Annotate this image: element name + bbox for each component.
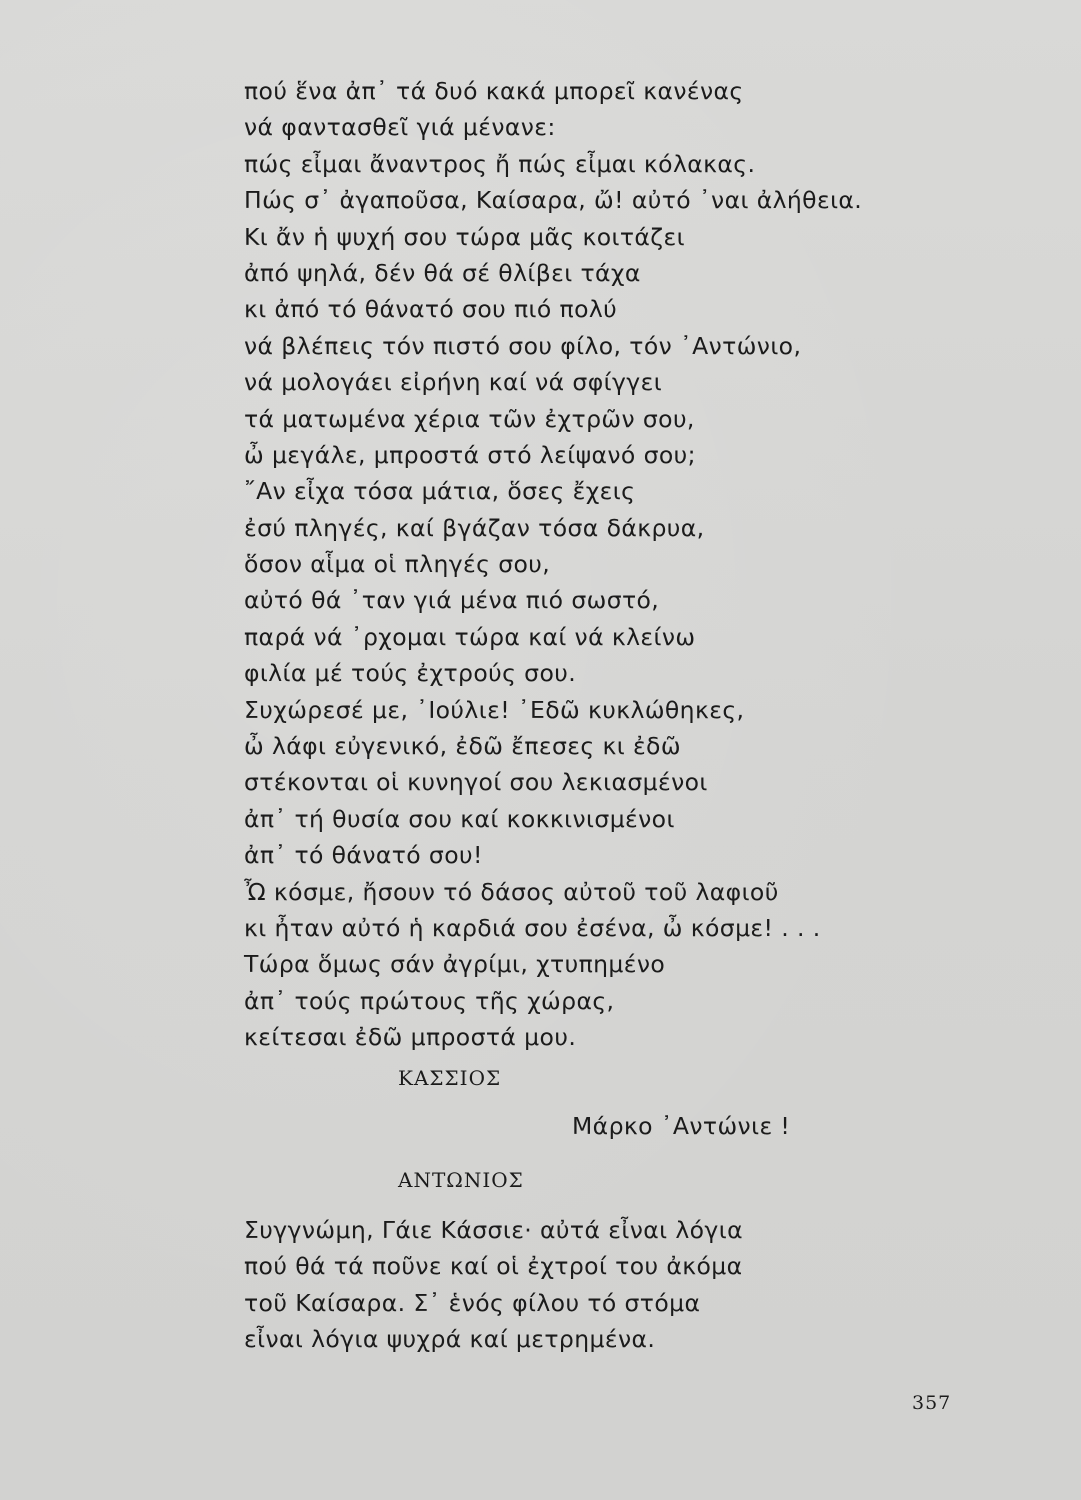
verse-line: τά ματωμένα χέρια τῶν ἐχτρῶν σου, <box>244 404 695 433</box>
verse-line: νά βλέπεις τόν πιστό σου φίλο, τόν ᾽Αντώνιο, <box>244 331 802 360</box>
verse-line: στέκονται οἱ κυνηγοί σου λεκιασμένοι <box>244 768 708 797</box>
verse-line: πώς εἶμαι ἄναντρος ἤ πώς εἶμαι κόλακας. <box>244 149 756 178</box>
verse-line: Ὦ κόσμε, ἤσουν τό δάσος αὐτοῦ τοῦ λαφιοῦ <box>244 877 779 906</box>
verse-line: νά μολογάει εἰρήνη καί νά σφίγγει <box>244 368 663 397</box>
verse-line: Πώς σ᾽ ἀγαποῦσα, Καίσαρα, ὤ! αὐτό ᾽ναι ἀλήθεια. <box>244 186 863 215</box>
verse-line: νά φαντασθεῖ γιά μένανε: <box>244 113 556 142</box>
verse-line: κι ἀπό τό θάνατό σου πιό πολύ <box>244 295 618 324</box>
verse-line: ἐσύ πληγές, καί βγάζαν τόσα δάκρυα, <box>244 513 705 542</box>
verse-line: πού θά τά ποῦνε καί οἱ ἐχτροί του ἀκόμα <box>244 1252 743 1281</box>
verse-line: αὐτό θά ᾽ταν γιά μένα πιό σωστό, <box>244 586 660 615</box>
verse-line: πού ἕνα ἀπ᾽ τά δυό κακά μπορεῖ κανένας <box>244 77 744 105</box>
verse-line: ὅσον αἷμα οἱ πληγές σου, <box>244 550 551 579</box>
verse-line: ῎Αν εἶχα τόσα μάτια, ὅσες ἔχεις <box>244 477 636 506</box>
antonius-speech <box>244 1212 743 1358</box>
poem-stanza <box>244 73 862 1056</box>
verse-line: ἀπ᾽ τό θάνατό σου! <box>244 841 483 870</box>
verse-line: εἶναι λόγια ψυχρά καί μετρημένα. <box>244 1325 656 1354</box>
verse-line: Συχώρεσέ με, ᾽Ιούλιε! ᾽Εδῶ κυκλώθηκες, <box>244 695 745 724</box>
verse-line: κείτεσαι ἐδῶ μπροστά μου. <box>244 1023 577 1052</box>
speaker-name-antonius: ΑΝΤΩΝΙΟΣ <box>398 1168 524 1192</box>
verse-line: ἀπ᾽ τή θυσία σου καί κοκκινισμένοι <box>244 804 675 833</box>
verse-line: Συγγνώμη, Γάιε Κάσσιε· αὐτά εἶναι λόγια <box>244 1216 743 1244</box>
verse-line: ἀπό ψηλά, δέν θά σέ θλίβει τάχα <box>244 258 641 287</box>
speaker-name-cassius: ΚΑΣΣΙΟΣ <box>398 1066 502 1090</box>
verse-line: τοῦ Καίσαρα. Σ᾽ ἑνός φίλου τό στόμα <box>244 1288 701 1317</box>
verse-line: Τώρα ὅμως σάν ἀγρίμι, χτυπημένο <box>244 950 666 979</box>
verse-line: Κι ἄν ἡ ψυχή σου τώρα μᾶς κοιτάζει <box>244 222 685 251</box>
verse-line: ὦ μεγάλε, μπροστά στό λείψανό σου; <box>244 440 696 469</box>
verse-line: ὦ λάφι εὐγενικό, ἐδῶ ἔπεσες κι ἐδῶ <box>244 732 681 761</box>
verse-line: ἀπ᾽ τούς πρώτους τῆς χώρας, <box>244 986 615 1015</box>
verse-line: παρά νά ᾽ρχομαι τώρα καί νά κλείνω <box>244 622 696 651</box>
cassius-line: Μάρκο ᾽Αντώνιε ! <box>572 1112 791 1140</box>
verse-line: κι ἦταν αὐτό ἡ καρδιά σου ἐσένα, ὦ κόσμε! . . . <box>244 913 821 942</box>
page-number: 357 <box>912 1392 952 1414</box>
verse-line: φιλία μέ τούς ἐχτρούς σου. <box>244 659 577 688</box>
